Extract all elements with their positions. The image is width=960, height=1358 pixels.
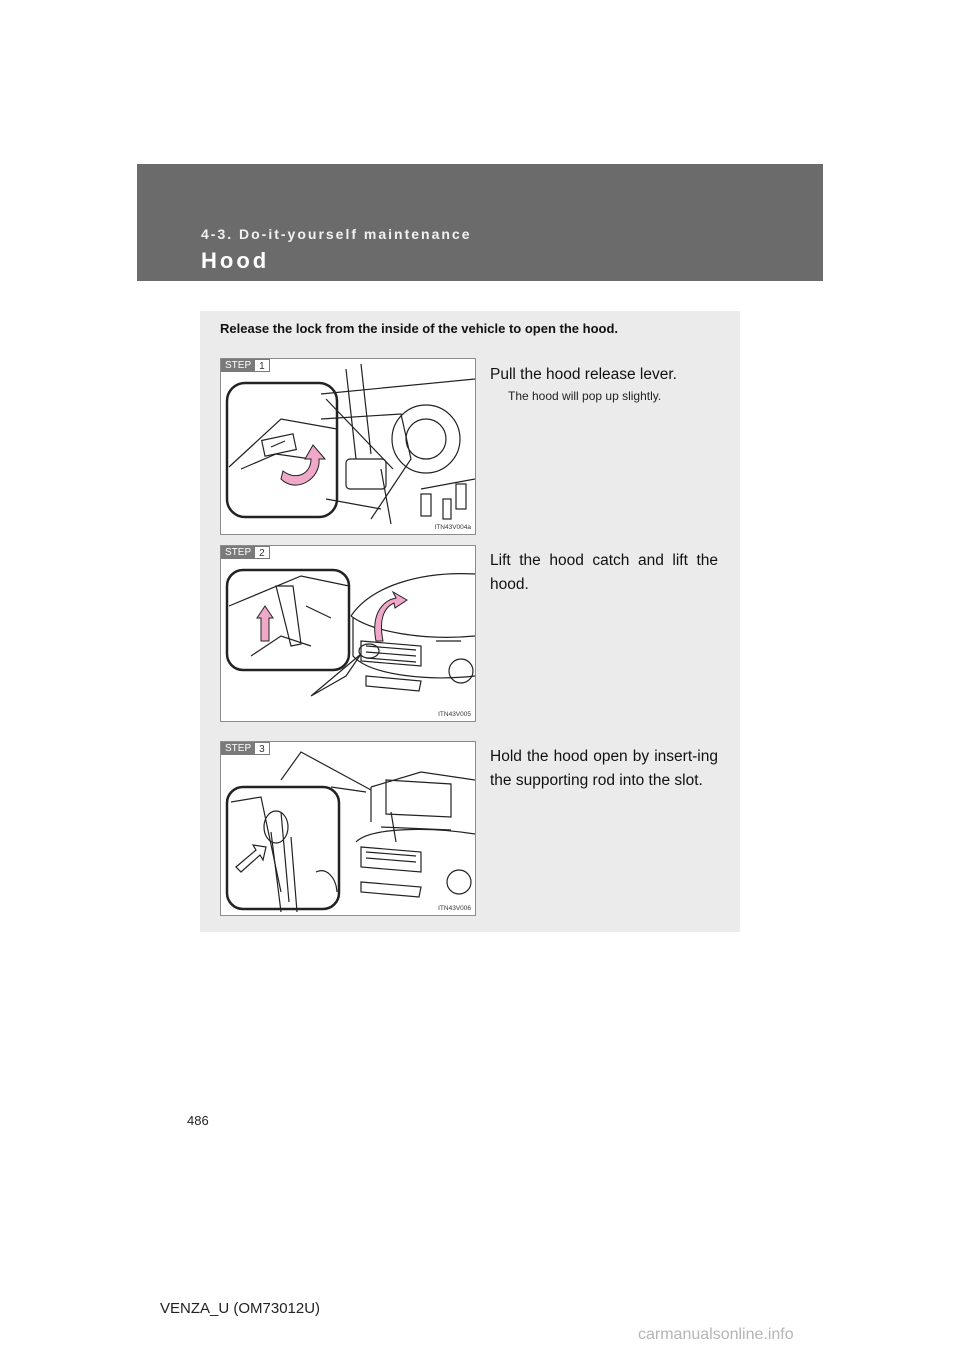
step-number: 2 — [255, 546, 270, 559]
step-1-illustration — [220, 358, 476, 535]
content-panel — [200, 311, 740, 932]
support-rod-drawing — [221, 742, 475, 915]
section-label: 4-3. Do-it-yourself maintenance — [201, 226, 472, 242]
page-number: 486 — [187, 1113, 209, 1128]
step-number: 1 — [255, 359, 270, 372]
manual-id: VENZA_U (OM73012U) — [160, 1300, 321, 1317]
step-2-illustration — [220, 545, 476, 722]
step-3-text: Hold the hood open by insert-ing the supporting rod into the slot. — [490, 748, 718, 789]
step-2-text: Lift the hood catch and lift the hood. — [490, 552, 718, 593]
page-title: Hood — [201, 248, 270, 273]
figure-code: ITN43V004a — [434, 524, 471, 531]
figure-code: ITN43V005 — [438, 711, 471, 718]
intro-text: Release the lock from the inside of the vehicle to open the hood. — [220, 321, 619, 336]
step-1-text: Pull the hood release lever. — [490, 366, 677, 383]
step-3-illustration — [220, 741, 476, 916]
figure-code: ITN43V006 — [438, 905, 471, 912]
step-number: 3 — [255, 742, 270, 755]
hood-catch-drawing — [221, 546, 475, 721]
step-1-badge — [221, 359, 270, 372]
step-1-note: The hood will pop up slightly. — [508, 389, 662, 403]
step-word: STEP — [221, 742, 255, 755]
header-band — [137, 164, 823, 281]
watermark: carmanualsonline.info — [638, 1326, 794, 1343]
arrow-icon — [236, 845, 266, 872]
step-word: STEP — [221, 546, 255, 559]
arrow-icon — [257, 606, 273, 641]
hood-release-lever-drawing — [221, 359, 475, 534]
step-word: STEP — [221, 359, 255, 372]
step-3-badge — [221, 742, 270, 755]
step-2-badge — [221, 546, 270, 559]
